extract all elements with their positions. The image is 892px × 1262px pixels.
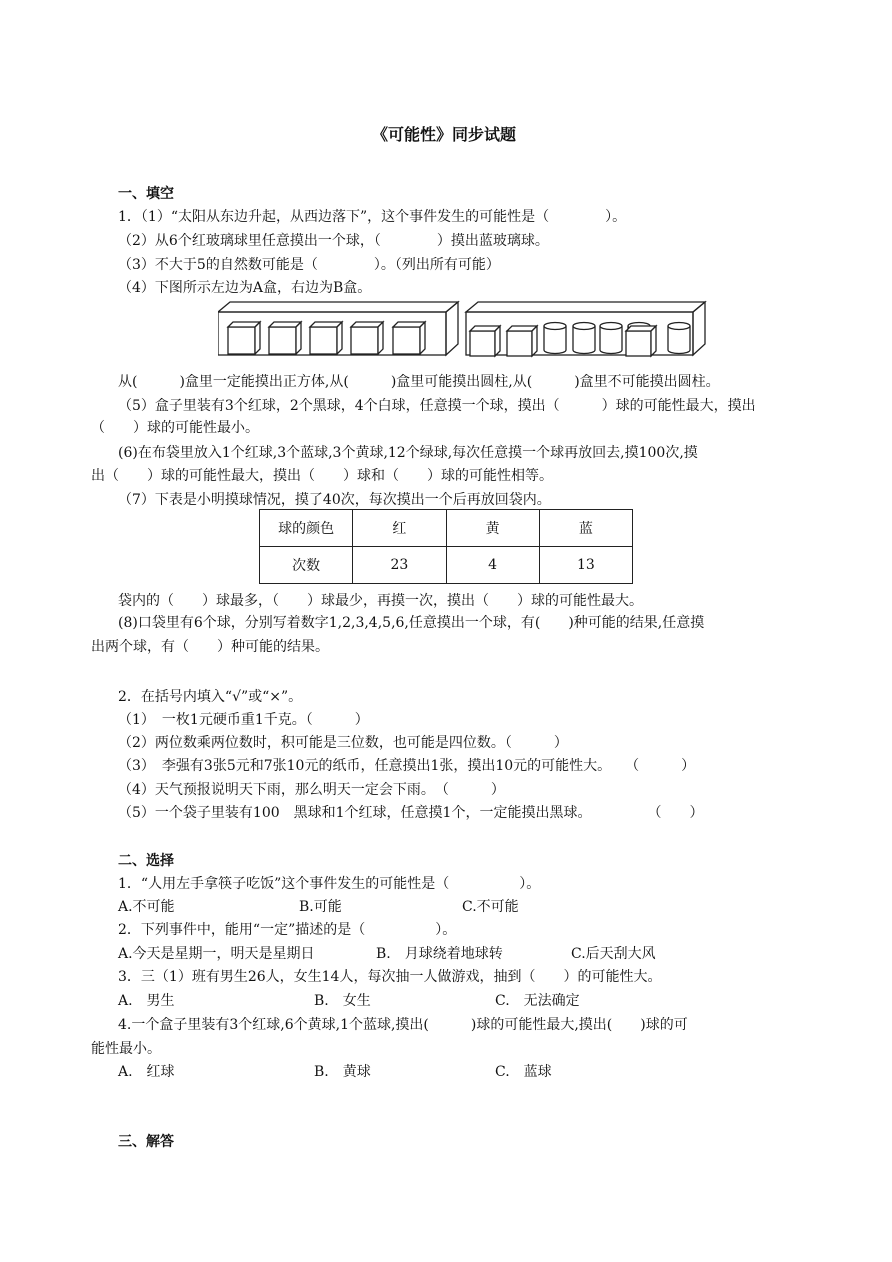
choice-1-option-a: A.不可能 [118, 899, 175, 915]
choice-question-2: 2．下列事件中，能用“一定”描述的是（ ）。 [118, 922, 457, 938]
table-row [260, 510, 633, 547]
table-row [260, 547, 633, 584]
section-choice-heading: 二、选择 [118, 853, 174, 869]
choice-1-option-c: C.不可能 [462, 899, 519, 915]
choice-3-option-a: A. 男生 [118, 993, 175, 1009]
question-2-1: （1） 一枚1元硬币重1千克。（ ） [118, 712, 369, 728]
question-1-6-line2: 出（ ）球的可能性最大，摸出（ ）球和（ ）球的可能性相等。 [91, 468, 553, 484]
table-cell: 13 [539, 547, 632, 584]
cube-shape [310, 322, 342, 354]
choice-3-option-b: B. 女生 [314, 993, 371, 1009]
question-2-2: （2）两位数乘两位数时，积可能是三位数，也可能是四位数。（ ） [118, 735, 568, 751]
choice-2-option-a: A.今天是星期一，明天是星期日 [118, 946, 315, 962]
question-2-4: （4）天气预报说明天下雨，那么明天一定会下雨。 （ ） [118, 782, 505, 798]
table-cell: 红 [353, 510, 446, 547]
question-1-5-line2: （ ）球的可能性最小。 [91, 420, 259, 436]
box-a-b-figure [218, 300, 708, 358]
choice-1-option-b: B.可能 [299, 899, 342, 915]
choice-question-4-line2: 能性最小。 [91, 1041, 161, 1057]
box-shapes [228, 322, 690, 356]
ball-record-table [259, 509, 633, 584]
question-2-3: （3） 李强有3张5元和7张10元的纸币，任意摸出1张，摸出10元的可能性大。 （ ） [118, 758, 696, 774]
cylinder-shape [573, 323, 595, 354]
cube-shape [393, 322, 425, 354]
choice-4-option-b: B. 黄球 [314, 1064, 371, 1080]
choice-4-option-a: A. 红球 [118, 1064, 175, 1080]
table-cell: 球的颜色 [260, 510, 353, 547]
cylinder-shape [668, 323, 690, 354]
cube-shape [351, 322, 383, 354]
table-cell: 蓝 [539, 510, 632, 547]
table-cell: 次数 [260, 547, 353, 584]
question-1-7: （7）下表是小明摸球情况，摸了40次，每次摸出一个后再放回袋内。 [118, 492, 551, 508]
cylinder-shape [544, 323, 566, 354]
question-1-6-line1: (6)在布袋里放入1个红球,3个蓝球,3个黄球,12个绿球,每次任意摸一个球再放回去,摸100次,摸 [118, 445, 698, 461]
section-answer-heading: 三、解答 [118, 1134, 174, 1150]
question-1-4: （4）下图所示左边为A盒，右边为B盒。 [118, 280, 372, 296]
question-1-2: （2）从6个红玻璃球里任意摸出一个球，（ ）摸出蓝玻璃球。 [118, 233, 549, 249]
section-fill-heading: 一、填空 [118, 186, 174, 202]
question-1-1: 1．（1）“太阳从东边升起，从西边落下”，这个事件发生的可能性是（ ）。 [118, 209, 627, 225]
choice-2-option-b: B. 月球绕着地球转 [376, 946, 503, 962]
question-1-8-line2: 出两个球，有（ ）种可能的结果。 [91, 639, 329, 655]
choice-3-option-c: C. 无法确定 [495, 993, 580, 1009]
question-1-5-line1: （5）盒子里装有3个红球，2个黑球，4个白球，任意摸一个球，摸出（ ）球的可能性最大，摸出 [118, 398, 756, 414]
question-1-7-answer: 袋内的（ ）球最多，（ ）球最少，再摸一次，摸出（ ）球的可能性最大。 [118, 593, 643, 609]
choice-question-4-line1: 4.一个盒子里装有3个红球,6个黄球,1个蓝球,摸出( )球的可能性最大,摸出( )球的可 [118, 1017, 688, 1033]
question-1-8-line1: (8)口袋里有6个球，分别写着数字1,2,3,4,5,6,任意摸出一个球，有( )种可能的结果,任意摸 [118, 615, 705, 631]
cube-shape [228, 322, 260, 354]
cube-shape [507, 326, 537, 356]
question-2-5: （5）一个袋子里装有100 黑球和1个红球，任意摸1个，一定能摸出黑球。 （ ） [118, 805, 704, 821]
table-cell: 黄 [446, 510, 539, 547]
cylinder-shape [600, 323, 622, 354]
table-cell: 4 [446, 547, 539, 584]
choice-2-option-c: C.后天刮大风 [571, 946, 656, 962]
choice-4-option-c: C. 蓝球 [495, 1064, 552, 1080]
cube-shape [269, 322, 301, 354]
question-1-3: （3）不大于5的自然数可能是（ ）。（列出所有可能） [118, 257, 500, 273]
cube-shape [626, 326, 656, 356]
table-cell: 23 [353, 547, 446, 584]
choice-question-1: 1．“人用左手拿筷子吃饭”这个事件发生的可能性是（ ）。 [118, 876, 541, 892]
page-title: 《可能性》同步试题 [372, 125, 517, 144]
question-1-4-answer: 从( )盒里一定能摸出正方体,从( )盒里可能摸出圆柱,从( )盒里不可能摸出圆柱。 [118, 374, 720, 390]
cube-shape [470, 326, 500, 356]
question-2: 2．在括号内填入“√”或“×”。 [118, 689, 303, 705]
choice-question-3: 3．三（1）班有男生26人，女生14人，每次抽一人做游戏，抽到（ ）的可能性大。 [118, 969, 662, 985]
